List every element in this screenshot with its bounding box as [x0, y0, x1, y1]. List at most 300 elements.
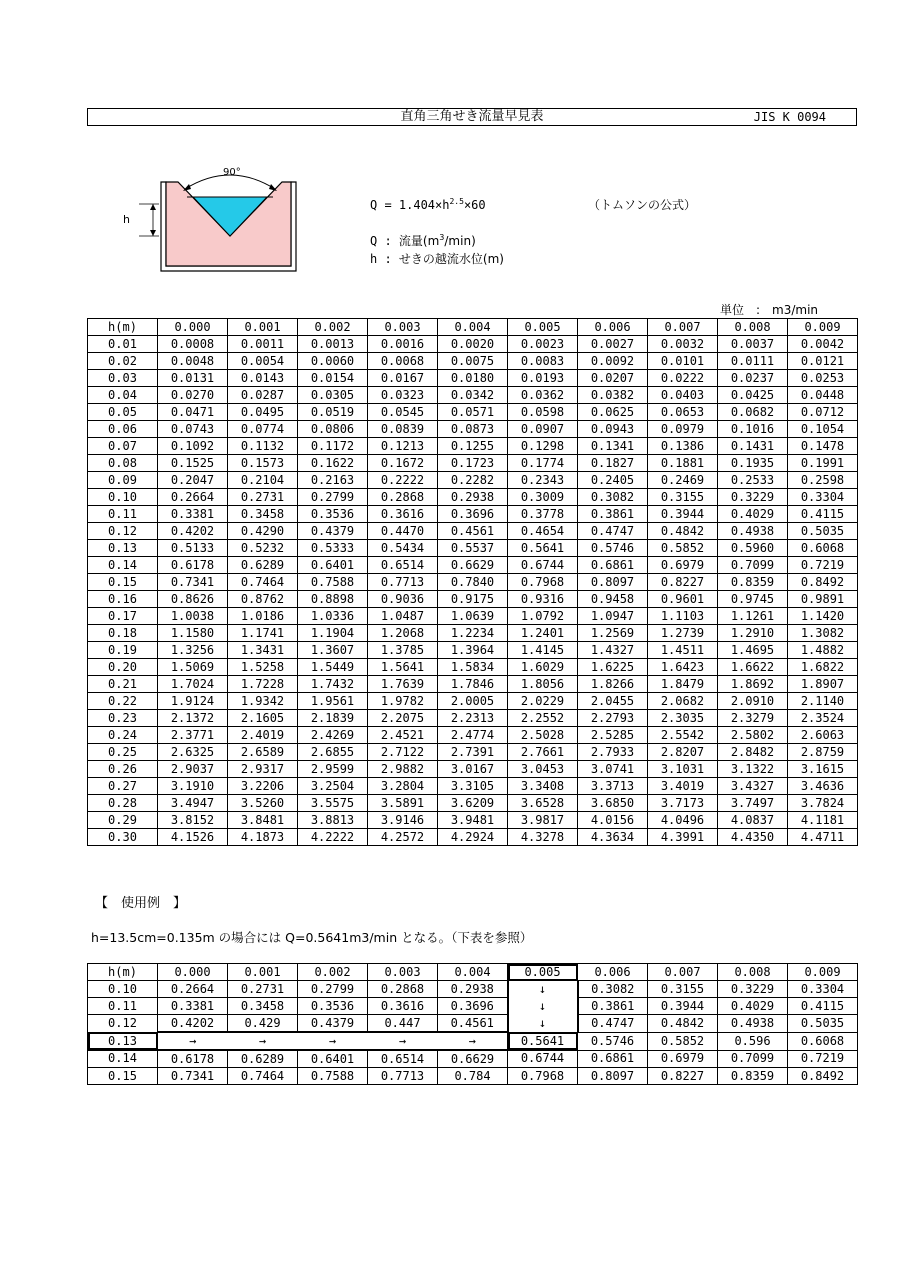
- value-cell: 2.4019: [228, 727, 298, 744]
- value-cell: 2.7122: [368, 744, 438, 761]
- value-cell: 0.1016: [718, 421, 788, 438]
- value-cell: 0.2469: [648, 472, 718, 489]
- h-dim-arrow-top: [150, 204, 156, 210]
- value-cell: 4.0837: [718, 812, 788, 829]
- value-cell: 4.0496: [648, 812, 718, 829]
- formula-note: （トムソンの公式）: [588, 198, 697, 212]
- value-cell: 0.9745: [718, 591, 788, 608]
- table-row: [88, 829, 858, 846]
- value-cell: →: [438, 1032, 508, 1050]
- header-cell: 0.001: [228, 964, 298, 981]
- value-cell: 0.7713: [368, 574, 438, 591]
- value-cell: 1.4511: [648, 642, 718, 659]
- table-header-row: [88, 319, 858, 336]
- table-row: [88, 540, 858, 557]
- value-cell: 1.6029: [508, 659, 578, 676]
- value-cell: 3.7173: [648, 795, 718, 812]
- table-row: [88, 659, 858, 676]
- value-cell: 1.4695: [718, 642, 788, 659]
- value-cell: 2.9599: [298, 761, 368, 778]
- table-row: [88, 642, 858, 659]
- value-cell: 1.6622: [718, 659, 788, 676]
- header-cell: 0.005: [508, 319, 578, 336]
- formula-exponent: 2.5: [449, 197, 464, 206]
- value-cell: 0.8898: [298, 591, 368, 608]
- def-h-symbol: h: [370, 252, 378, 266]
- row-label-cell: 0.02: [88, 353, 158, 370]
- value-cell: 1.8692: [718, 676, 788, 693]
- value-cell: 3.9146: [368, 812, 438, 829]
- value-cell: 4.2222: [298, 829, 368, 846]
- value-cell: 2.3279: [718, 710, 788, 727]
- row-label-cell: 0.13: [88, 1032, 158, 1050]
- table-row: [88, 1015, 858, 1033]
- value-cell: 1.1103: [648, 608, 718, 625]
- value-cell: 0.3616: [368, 506, 438, 523]
- value-cell: 0.5960: [718, 540, 788, 557]
- value-cell: 0.0712: [788, 404, 858, 421]
- value-cell: 0.5746: [578, 540, 648, 557]
- value-cell: 2.4269: [298, 727, 368, 744]
- value-cell: 0.7099: [718, 1050, 788, 1068]
- value-cell: 0.0154: [298, 370, 368, 387]
- value-cell: 1.5069: [158, 659, 228, 676]
- value-cell: 0.4747: [578, 1015, 648, 1033]
- value-cell: 0.1341: [578, 438, 648, 455]
- value-cell: 1.3256: [158, 642, 228, 659]
- value-cell: 1.1261: [718, 608, 788, 625]
- value-cell: 0.1935: [718, 455, 788, 472]
- value-cell: 3.8481: [228, 812, 298, 829]
- value-cell: 0.7341: [158, 1068, 228, 1085]
- value-cell: 2.8482: [718, 744, 788, 761]
- row-label-cell: 0.26: [88, 761, 158, 778]
- header-cell: 0.002: [298, 964, 368, 981]
- value-cell: 0.0013: [298, 336, 368, 353]
- row-label-cell: 0.12: [88, 1015, 158, 1033]
- value-cell: 2.8207: [648, 744, 718, 761]
- row-label-cell: 0.05: [88, 404, 158, 421]
- row-label-cell: 0.04: [88, 387, 158, 404]
- value-cell: 4.2924: [438, 829, 508, 846]
- value-cell: 0.1386: [648, 438, 718, 455]
- value-cell: 0.7219: [788, 1050, 858, 1068]
- value-cell: 1.3964: [438, 642, 508, 659]
- value-cell: 0.6178: [158, 557, 228, 574]
- row-label-cell: 0.11: [88, 998, 158, 1015]
- value-cell: 0.9316: [508, 591, 578, 608]
- value-cell: 0.2163: [298, 472, 368, 489]
- value-cell: 0.4561: [438, 523, 508, 540]
- value-cell: 1.3785: [368, 642, 438, 659]
- header-cell: 0.000: [158, 319, 228, 336]
- value-cell: 0.9891: [788, 591, 858, 608]
- table-row: [88, 506, 858, 523]
- value-cell: 0.4470: [368, 523, 438, 540]
- row-label-cell: 0.25: [88, 744, 158, 761]
- table-row: [88, 404, 858, 421]
- value-cell: 0.0042: [788, 336, 858, 353]
- value-cell: 0.0121: [788, 353, 858, 370]
- value-cell: 3.8152: [158, 812, 228, 829]
- value-cell: 4.3634: [578, 829, 648, 846]
- row-label-cell: 0.21: [88, 676, 158, 693]
- value-cell: 0.3229: [718, 489, 788, 506]
- value-cell: 1.3431: [228, 642, 298, 659]
- value-cell: 1.3607: [298, 642, 368, 659]
- value-cell: 4.3278: [508, 829, 578, 846]
- table-row: [88, 557, 858, 574]
- row-label-cell: 0.15: [88, 1068, 158, 1085]
- value-cell: 0.0682: [718, 404, 788, 421]
- value-cell: 0.2938: [438, 981, 508, 998]
- row-label-cell: 0.28: [88, 795, 158, 812]
- def-h-text: せきの越流水位(m): [398, 252, 504, 266]
- value-cell: 0.0653: [648, 404, 718, 421]
- value-cell: 1.7024: [158, 676, 228, 693]
- value-cell: 1.4882: [788, 642, 858, 659]
- value-cell: 3.0453: [508, 761, 578, 778]
- value-cell: 0.8492: [788, 574, 858, 591]
- value-cell: 0.5035: [788, 1015, 858, 1033]
- value-cell: 0.6744: [508, 1050, 578, 1068]
- value-cell: 1.6225: [578, 659, 648, 676]
- value-cell: 0.6068: [788, 1032, 858, 1050]
- value-cell: 2.9037: [158, 761, 228, 778]
- value-cell: 1.2910: [718, 625, 788, 642]
- def-q-text: 流量(m: [398, 234, 440, 248]
- table-row: [88, 981, 858, 998]
- value-cell: 0.447: [368, 1015, 438, 1033]
- table-row: [88, 591, 858, 608]
- row-label-cell: 0.11: [88, 506, 158, 523]
- value-cell: 2.1605: [228, 710, 298, 727]
- value-cell: 0.4842: [648, 1015, 718, 1033]
- table-row: [88, 336, 858, 353]
- value-cell: 2.9882: [368, 761, 438, 778]
- value-cell: 0.5232: [228, 540, 298, 557]
- value-cell: 0.3082: [578, 981, 648, 998]
- value-cell: 0.0180: [438, 370, 508, 387]
- value-cell: 1.8266: [578, 676, 648, 693]
- def-q-unit-end: /min): [444, 234, 476, 248]
- row-label-cell: 0.06: [88, 421, 158, 438]
- value-cell: 2.5542: [648, 727, 718, 744]
- value-cell: 3.5575: [298, 795, 368, 812]
- value-cell: 4.1181: [788, 812, 858, 829]
- table-row: [88, 727, 858, 744]
- value-cell: 0.1298: [508, 438, 578, 455]
- value-cell: 0.2222: [368, 472, 438, 489]
- value-cell: 2.4774: [438, 727, 508, 744]
- value-cell: →: [228, 1032, 298, 1050]
- value-cell: 2.7933: [578, 744, 648, 761]
- value-cell: 3.2504: [298, 778, 368, 795]
- table-row: [88, 387, 858, 404]
- value-cell: 0.1478: [788, 438, 858, 455]
- value-cell: 0.1991: [788, 455, 858, 472]
- value-cell: 0.4938: [718, 1015, 788, 1033]
- value-cell: 4.1873: [228, 829, 298, 846]
- value-cell: 2.5802: [718, 727, 788, 744]
- value-cell: 0.0495: [228, 404, 298, 421]
- value-cell: →: [298, 1032, 368, 1050]
- value-cell: 3.2206: [228, 778, 298, 795]
- value-cell: 0.0253: [788, 370, 858, 387]
- header-cell: 0.009: [788, 964, 858, 981]
- value-cell: 0.0270: [158, 387, 228, 404]
- value-cell: 0.0060: [298, 353, 368, 370]
- value-cell: 1.7228: [228, 676, 298, 693]
- value-cell: 0.6979: [648, 1050, 718, 1068]
- value-cell: 3.5891: [368, 795, 438, 812]
- value-cell: 0.0008: [158, 336, 228, 353]
- table-row: [88, 574, 858, 591]
- value-cell: 1.8056: [508, 676, 578, 693]
- table-row: [88, 710, 858, 727]
- value-cell: 0.2799: [298, 981, 368, 998]
- table-row: [88, 455, 858, 472]
- value-cell: ↓: [508, 1015, 578, 1033]
- value-cell: 0.2868: [368, 489, 438, 506]
- value-cell: 0.0425: [718, 387, 788, 404]
- header-cell: h(m): [88, 319, 158, 336]
- value-cell: 2.2075: [368, 710, 438, 727]
- value-cell: 0.1622: [298, 455, 368, 472]
- value-cell: 0.0743: [158, 421, 228, 438]
- value-cell: 3.0741: [578, 761, 648, 778]
- value-cell: 2.0005: [438, 693, 508, 710]
- value-cell: 0.3696: [438, 998, 508, 1015]
- value-cell: 0.8626: [158, 591, 228, 608]
- value-cell: 3.1031: [648, 761, 718, 778]
- value-cell: 2.1839: [298, 710, 368, 727]
- value-cell: 0.7341: [158, 574, 228, 591]
- value-cell: 3.6209: [438, 795, 508, 812]
- value-cell: 0.7840: [438, 574, 508, 591]
- value-cell: 0.0323: [368, 387, 438, 404]
- value-cell: 1.0038: [158, 608, 228, 625]
- value-cell: 0.8359: [718, 1068, 788, 1085]
- value-cell: 0.6629: [438, 557, 508, 574]
- table-row: [88, 1050, 858, 1068]
- value-cell: 0.0471: [158, 404, 228, 421]
- value-cell: 1.3082: [788, 625, 858, 642]
- value-cell: 0.6744: [508, 557, 578, 574]
- table-row: [88, 795, 858, 812]
- value-cell: 0.0907: [508, 421, 578, 438]
- header-cell: 0.008: [718, 319, 788, 336]
- value-cell: 0.7219: [788, 557, 858, 574]
- value-cell: 0.6289: [228, 1050, 298, 1068]
- value-cell: 2.2552: [508, 710, 578, 727]
- table-row: [88, 1068, 858, 1085]
- value-cell: 4.1526: [158, 829, 228, 846]
- value-cell: 0.3536: [298, 506, 368, 523]
- row-label-cell: 0.19: [88, 642, 158, 659]
- value-cell: 0.8227: [648, 1068, 718, 1085]
- angle-label: 90°: [223, 167, 241, 178]
- row-label-cell: 0.01: [88, 336, 158, 353]
- value-cell: 0.4938: [718, 523, 788, 540]
- value-cell: 1.4327: [578, 642, 648, 659]
- value-cell: 0.5852: [648, 540, 718, 557]
- value-cell: 0.0873: [438, 421, 508, 438]
- value-cell: 0.4561: [438, 1015, 508, 1033]
- value-cell: 0.0403: [648, 387, 718, 404]
- row-label-cell: 0.12: [88, 523, 158, 540]
- row-label-cell: 0.27: [88, 778, 158, 795]
- table-row: [88, 353, 858, 370]
- value-cell: 2.3035: [648, 710, 718, 727]
- value-cell: 0.3381: [158, 998, 228, 1015]
- value-cell: 0.0092: [578, 353, 648, 370]
- value-cell: 0.3536: [298, 998, 368, 1015]
- value-cell: 0.0598: [508, 404, 578, 421]
- value-cell: 0.9458: [578, 591, 648, 608]
- row-label-cell: 0.10: [88, 489, 158, 506]
- table-row: [88, 523, 858, 540]
- value-cell: 0.5852: [648, 1032, 718, 1050]
- value-cell: 0.3304: [788, 489, 858, 506]
- value-cell: 0.0222: [648, 370, 718, 387]
- value-cell: 4.2572: [368, 829, 438, 846]
- value-cell: 1.1580: [158, 625, 228, 642]
- value-cell: 2.6855: [298, 744, 368, 761]
- value-cell: 0.4747: [578, 523, 648, 540]
- value-cell: 0.7968: [508, 574, 578, 591]
- value-cell: 0.8762: [228, 591, 298, 608]
- value-cell: 3.9817: [508, 812, 578, 829]
- value-cell: 0.0143: [228, 370, 298, 387]
- value-cell: 0.0111: [718, 353, 788, 370]
- def-q-exp: 3: [439, 233, 445, 242]
- header-cell: 0.004: [438, 964, 508, 981]
- value-cell: 0.596: [718, 1032, 788, 1050]
- value-cell: 0.5133: [158, 540, 228, 557]
- title-bar: [87, 108, 857, 126]
- row-label-cell: 0.18: [88, 625, 158, 642]
- row-label-cell: 0.14: [88, 1050, 158, 1068]
- table-row: [88, 472, 858, 489]
- value-cell: 2.0455: [578, 693, 648, 710]
- row-label-cell: 0.22: [88, 693, 158, 710]
- value-cell: 3.1322: [718, 761, 788, 778]
- value-cell: 2.0682: [648, 693, 718, 710]
- value-cell: 1.9561: [298, 693, 368, 710]
- value-cell: ↓: [508, 981, 578, 998]
- value-cell: 4.4350: [718, 829, 788, 846]
- value-cell: 1.0487: [368, 608, 438, 625]
- value-cell: 0.3944: [648, 998, 718, 1015]
- value-cell: 3.4327: [718, 778, 788, 795]
- value-cell: 0.8492: [788, 1068, 858, 1085]
- value-cell: 0.9601: [648, 591, 718, 608]
- value-cell: 2.0229: [508, 693, 578, 710]
- value-cell: 4.0156: [578, 812, 648, 829]
- value-cell: 1.5641: [368, 659, 438, 676]
- value-cell: 0.2868: [368, 981, 438, 998]
- value-cell: 0.3229: [718, 981, 788, 998]
- value-cell: 1.9124: [158, 693, 228, 710]
- value-cell: 0.7464: [228, 1068, 298, 1085]
- value-cell: 2.4521: [368, 727, 438, 744]
- value-cell: 0.0342: [438, 387, 508, 404]
- header-cell: 0.006: [578, 319, 648, 336]
- value-cell: 3.7824: [788, 795, 858, 812]
- example-text: h=13.5cm=0.135m の場合には Q=0.5641m3/min となる。（下表を参照）: [91, 930, 533, 945]
- definition-q: [370, 234, 476, 248]
- value-cell: 0.0382: [578, 387, 648, 404]
- value-cell: 0.0625: [578, 404, 648, 421]
- row-label-cell: 0.03: [88, 370, 158, 387]
- value-cell: 3.1615: [788, 761, 858, 778]
- def-h-sep: :: [377, 252, 399, 266]
- header-cell: 0.001: [228, 319, 298, 336]
- value-cell: 0.0048: [158, 353, 228, 370]
- value-cell: 0.1723: [438, 455, 508, 472]
- value-cell: 0.0571: [438, 404, 508, 421]
- height-label: h: [123, 213, 130, 226]
- header-cell: 0.005: [508, 964, 578, 981]
- value-cell: 3.3408: [508, 778, 578, 795]
- value-cell: 0.8097: [578, 574, 648, 591]
- value-cell: 0.1213: [368, 438, 438, 455]
- value-cell: 0.1672: [368, 455, 438, 472]
- value-cell: 1.6423: [648, 659, 718, 676]
- value-cell: 0.3304: [788, 981, 858, 998]
- value-cell: 1.5258: [228, 659, 298, 676]
- value-cell: 0.1525: [158, 455, 228, 472]
- value-cell: 1.1420: [788, 608, 858, 625]
- value-cell: 0.7713: [368, 1068, 438, 1085]
- value-cell: 3.2804: [368, 778, 438, 795]
- value-cell: 3.3713: [578, 778, 648, 795]
- flow-table: [87, 318, 858, 846]
- value-cell: 0.3944: [648, 506, 718, 523]
- value-cell: 0.1827: [578, 455, 648, 472]
- value-cell: 0.4202: [158, 523, 228, 540]
- value-cell: 0.0979: [648, 421, 718, 438]
- value-cell: 0.3009: [508, 489, 578, 506]
- table-row: [88, 438, 858, 455]
- value-cell: 1.2739: [648, 625, 718, 642]
- value-cell: 1.0639: [438, 608, 508, 625]
- value-cell: 2.7661: [508, 744, 578, 761]
- header-cell: 0.002: [298, 319, 368, 336]
- value-cell: 0.0083: [508, 353, 578, 370]
- header-cell: 0.009: [788, 319, 858, 336]
- header-cell: 0.008: [718, 964, 788, 981]
- page-title: 直角三角せき流量早見表: [400, 109, 544, 124]
- value-cell: 0.0193: [508, 370, 578, 387]
- value-cell: 0.6514: [368, 1050, 438, 1068]
- value-cell: 0.2343: [508, 472, 578, 489]
- standard-code: JIS K 0094: [753, 110, 826, 124]
- table-row: [88, 812, 858, 829]
- value-cell: 0.6068: [788, 540, 858, 557]
- value-cell: 0.2533: [718, 472, 788, 489]
- value-cell: 1.8907: [788, 676, 858, 693]
- value-cell: 0.3696: [438, 506, 508, 523]
- table-row: [88, 1032, 858, 1050]
- value-cell: 0.0032: [648, 336, 718, 353]
- table-header-row: [88, 964, 858, 981]
- value-cell: 0.2731: [228, 489, 298, 506]
- value-cell: 3.3105: [438, 778, 508, 795]
- formula-prefix: Q = 1.404×h: [370, 198, 450, 212]
- row-label-cell: 0.23: [88, 710, 158, 727]
